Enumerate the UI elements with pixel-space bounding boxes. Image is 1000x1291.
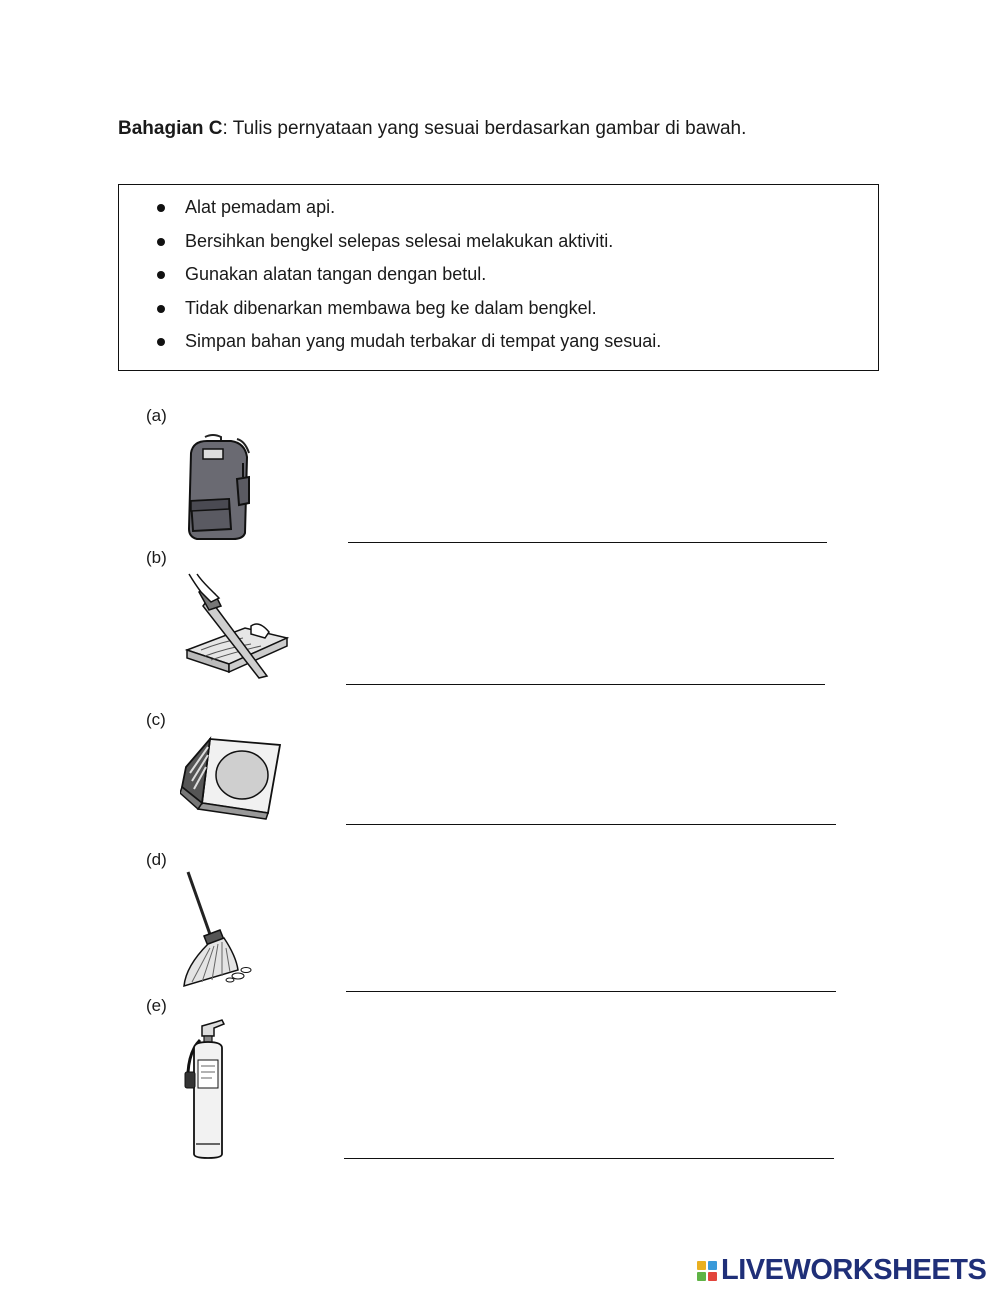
answer-line-a[interactable]: [348, 542, 827, 543]
logo-mark-icon: [697, 1261, 717, 1281]
hand-saw-icon: [181, 572, 291, 680]
answer-line-d[interactable]: [346, 991, 836, 992]
answer-line-e[interactable]: [344, 1158, 834, 1159]
answer-input-d[interactable]: [346, 967, 840, 989]
answer-input-a[interactable]: [348, 518, 831, 540]
backpack-icon: [183, 433, 255, 541]
bullet-icon: [157, 204, 165, 212]
bullet-icon: [157, 271, 165, 279]
question-label-e: (e): [146, 996, 167, 1015]
question-label-c: (c): [146, 710, 166, 729]
bullet-icon: [157, 238, 165, 246]
logo-text: LIVEWORKSHEETS: [721, 1254, 987, 1286]
answer-input-e[interactable]: [344, 1134, 838, 1156]
matchbox-icon: [180, 733, 284, 823]
answer-input-b[interactable]: [346, 660, 829, 682]
bullet-icon: [157, 305, 165, 313]
fire-extinguisher-icon: [180, 1018, 240, 1160]
answer-input-c[interactable]: [346, 800, 840, 822]
question-label-d: (d): [146, 850, 167, 869]
broom-icon: [180, 870, 256, 988]
liveworksheets-logo: [697, 1254, 986, 1287]
answer-line-b[interactable]: [346, 684, 825, 685]
answer-options-box: Alat pemadam api. Bersihkan bengkel selepas selesai melakukan aktiviti. Gunakan alatan tangan dengan betul. Tidak dibenarkan membawa beg ke dalam bengkel. Simpan bahan yang mudah terbakar di tempat yang sesuai.: [118, 184, 879, 371]
bullet-icon: [157, 338, 165, 346]
answer-line-c[interactable]: [346, 824, 836, 825]
section-label: Bahagian C: [118, 118, 223, 139]
instruction-text: : Tulis pernyataan yang sesuai berdasarkan gambar di bawah.: [222, 118, 747, 139]
question-label-b: (b): [146, 548, 167, 567]
section-instruction: [118, 118, 746, 140]
question-label-a: (a): [146, 406, 167, 425]
